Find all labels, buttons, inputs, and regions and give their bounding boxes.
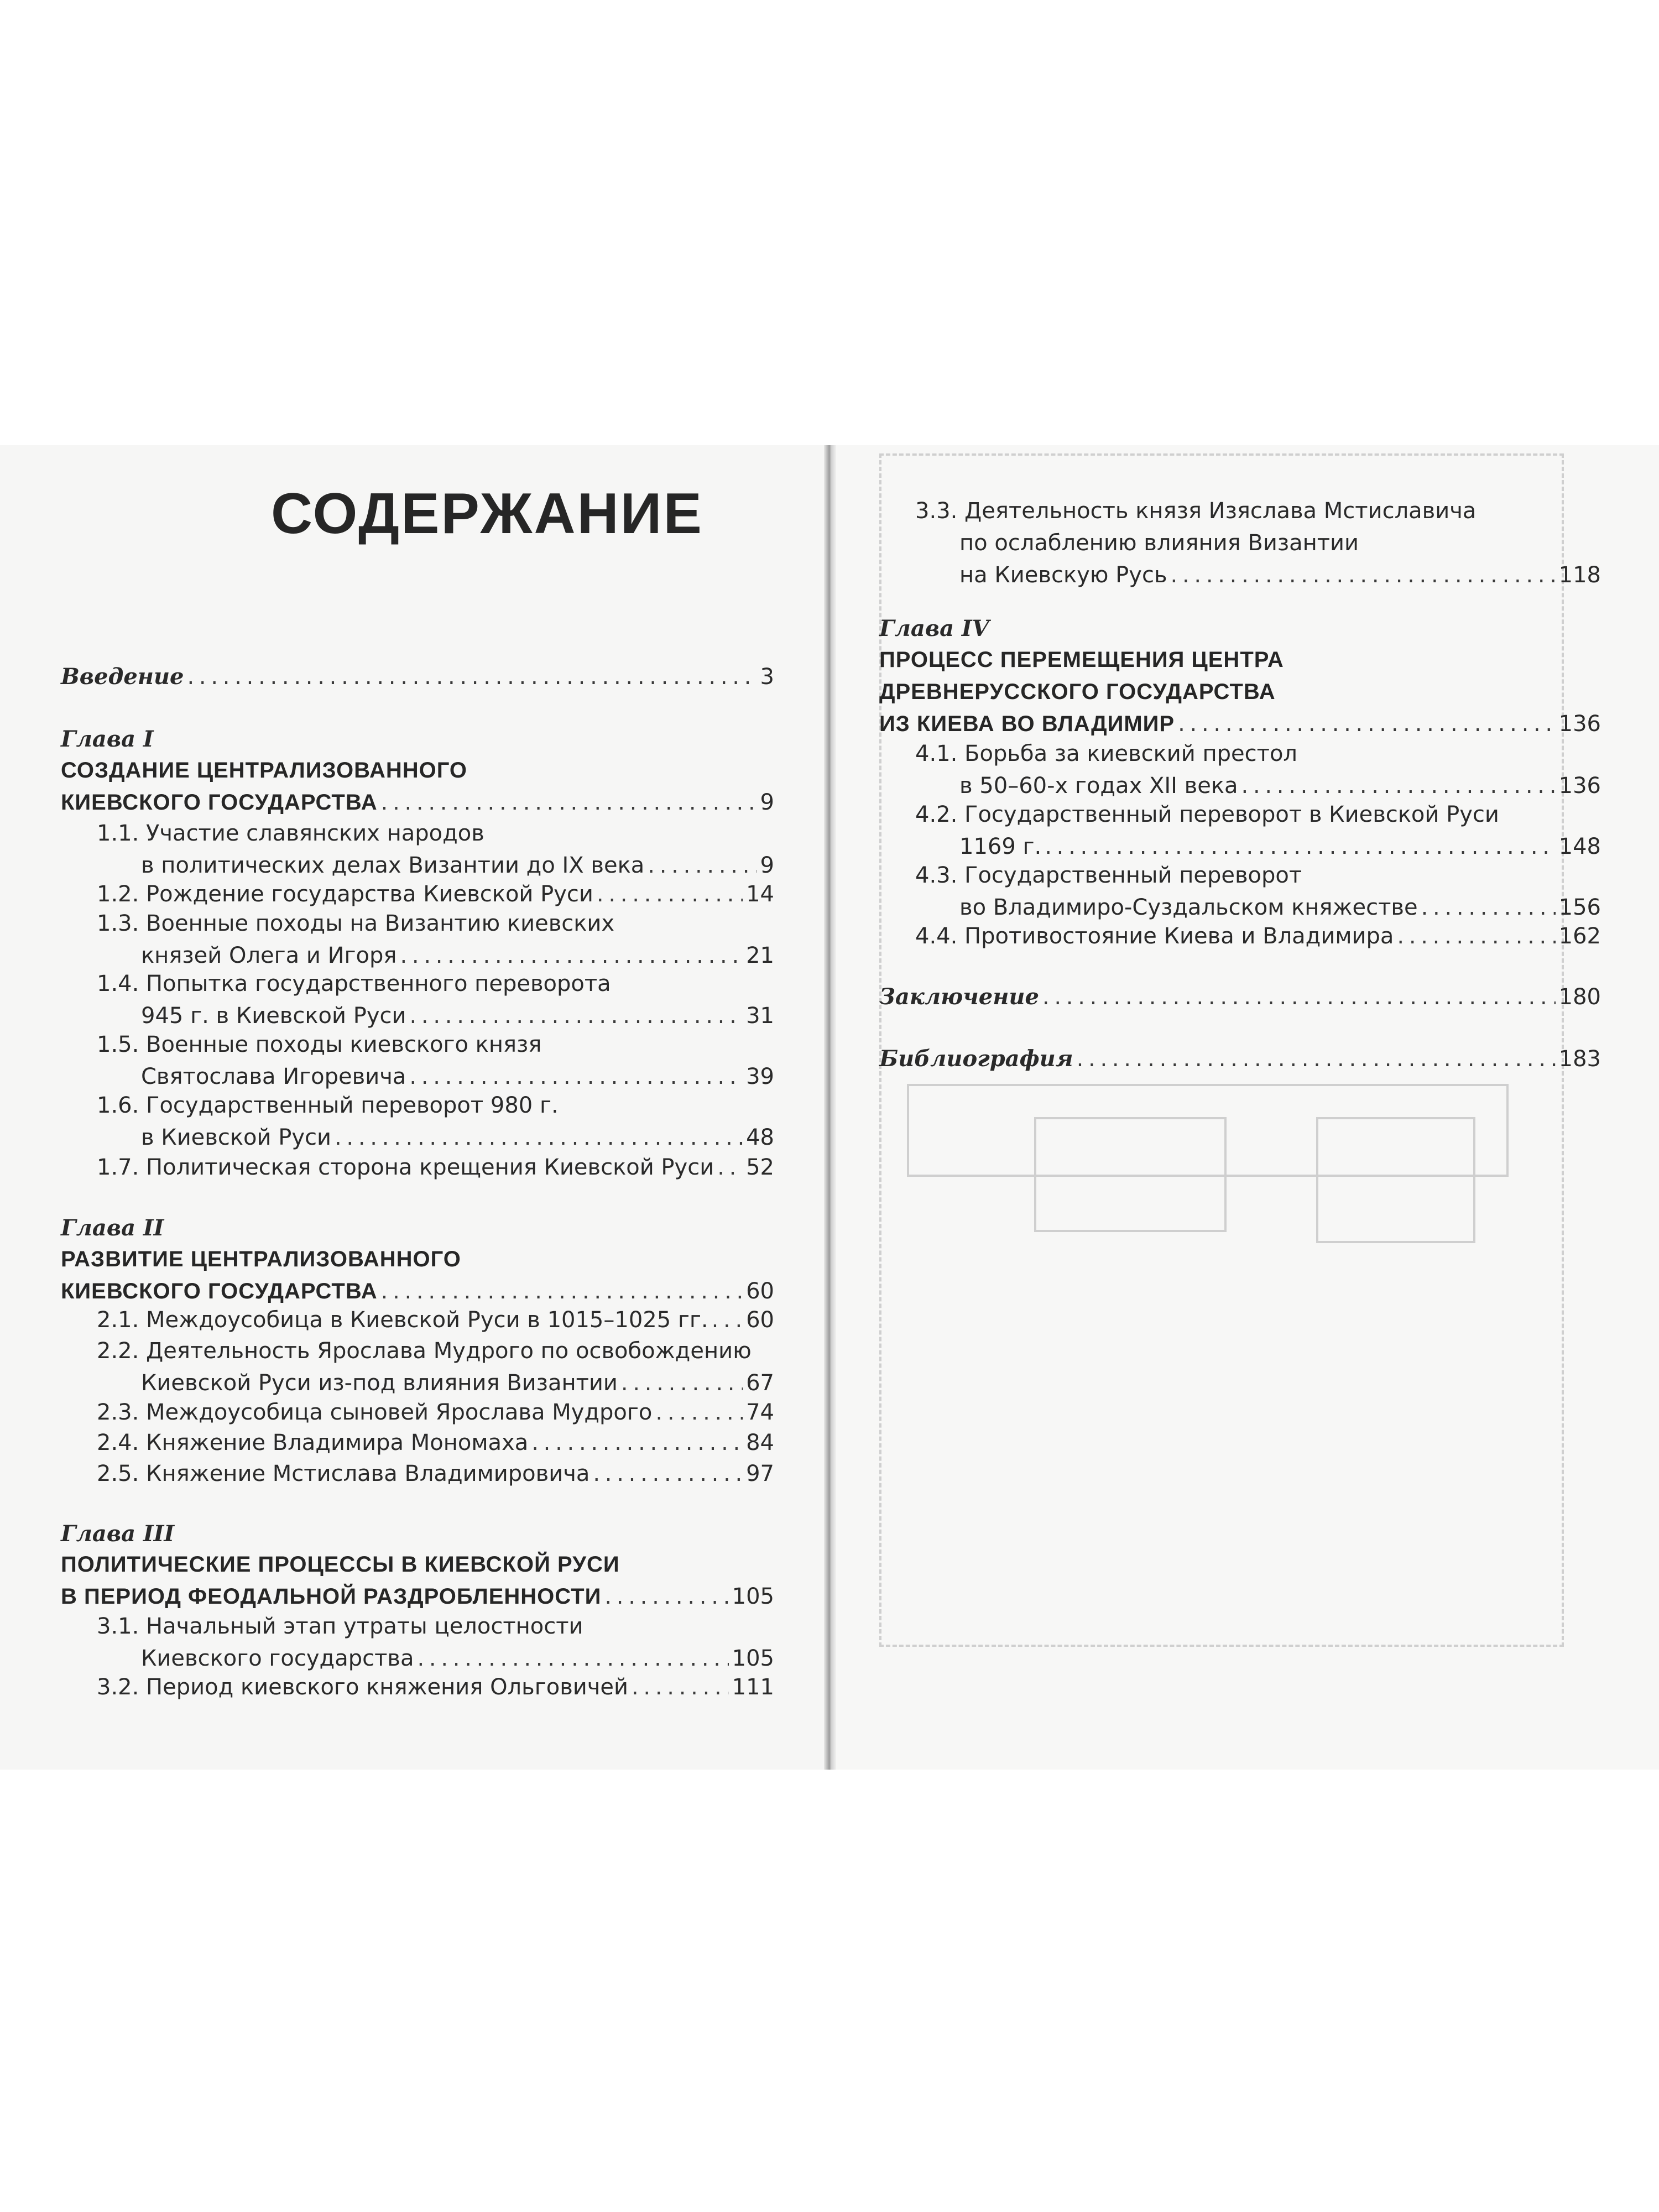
toc-entry[interactable] [97, 1458, 774, 1490]
page-number: 67 [746, 1370, 774, 1396]
entry-line: 1.7. Политическая сторона крещения Киевской Руси [97, 1155, 714, 1180]
toc-entry[interactable] [915, 859, 1601, 924]
page-title: СОДЕРЖАНИЕ [271, 482, 703, 546]
chapter-title-line: ПРОЦЕСС ПЕРЕМЕЩЕНИЯ ЦЕНТРА [879, 648, 1284, 672]
leader-dots [632, 1671, 729, 1703]
toc-entry-introduction[interactable] [61, 661, 774, 693]
page-number: 136 [1558, 711, 1601, 737]
leader-dots [187, 661, 757, 693]
page-number: 21 [746, 943, 774, 968]
entry-line: 1.3. Военные походы на Византию киевских [97, 911, 615, 936]
leader-dots [381, 1275, 743, 1307]
page-number: 9 [760, 790, 774, 815]
page-number: 60 [746, 1307, 774, 1333]
leader-dots [717, 1151, 743, 1183]
leader-dots [400, 940, 743, 972]
page-number: 3 [760, 664, 774, 690]
toc-entry[interactable] [915, 495, 1601, 591]
entry-line: 3.3. Деятельность князя Изяслава Мстиславича [915, 498, 1477, 524]
leader-dots [409, 1061, 743, 1093]
entry-line: Святослава Игоревича [141, 1064, 406, 1089]
leader-dots [418, 1642, 729, 1674]
entry-line: 1.2. Рождение государства Киевской Руси [97, 881, 593, 907]
page-number: 97 [746, 1461, 774, 1486]
entry-line: на Киевскую Русь [959, 562, 1167, 588]
leader-dots [593, 1458, 743, 1490]
leader-dots [1171, 559, 1556, 591]
leader-dots [1042, 981, 1556, 1013]
chapter-title-line: КИЕВСКОГО ГОСУДАРСТВА [61, 1279, 378, 1303]
toc-entry[interactable] [97, 1427, 774, 1459]
toc-entry[interactable] [97, 1396, 774, 1428]
toc-chapter-heading[interactable] [879, 644, 1601, 740]
entry-line: 2.2. Деятельность Ярослава Мудрого по освобождению [97, 1338, 752, 1364]
chapter-title-line: ДРЕВНЕРУССКОГО ГОСУДАРСТВА [879, 680, 1276, 704]
page-number: 180 [1558, 984, 1601, 1010]
toc-entry[interactable] [915, 799, 1601, 863]
entry-line: Киевского государства [141, 1646, 414, 1671]
entry-line: в Киевской Руси [141, 1125, 331, 1150]
leader-dots [335, 1121, 743, 1154]
page-number: 52 [746, 1155, 774, 1180]
entry-line: князей Олега и Игоря [141, 943, 397, 968]
chapter-title-line: КИЕВСКОГО ГОСУДАРСТВА [61, 790, 378, 815]
chapter-title-line: СОЗДАНИЕ ЦЕНТРАЛИЗОВАННОГО [61, 758, 468, 782]
entry-line: 1.6. Государственный переворот 980 г. [97, 1093, 559, 1118]
entry-line: 4.2. Государственный переворот в Киевской Руси [915, 802, 1499, 827]
toc-entry[interactable] [97, 1671, 774, 1703]
chapter-title-line: В ПЕРИОД ФЕОДАЛЬНОЙ РАЗДРОБЛЕННОСТИ [61, 1584, 602, 1609]
toc-entry[interactable] [915, 738, 1601, 802]
chapter-label: Глава I [61, 726, 154, 752]
entry-line: 1.4. Попытка государственного переворота [97, 971, 611, 997]
entry-line: 2.5. Княжение Мстислава Владимировича [97, 1461, 590, 1486]
page-number: 105 [732, 1646, 774, 1671]
entry-line: 2.3. Междоусобица сыновей Ярослава Мудрого [97, 1400, 653, 1425]
toc-entry[interactable] [97, 1151, 774, 1183]
toc-entry[interactable] [97, 1335, 774, 1399]
page-number: 31 [746, 1003, 774, 1029]
entry-line: 1.5. Военные походы киевского князя [97, 1032, 542, 1057]
toc-entry[interactable] [97, 1610, 774, 1674]
page-number: 9 [760, 853, 774, 878]
leader-dots [1241, 770, 1556, 802]
chapter-label: Глава III [61, 1521, 175, 1547]
leader-dots [1178, 708, 1556, 740]
page-number: 156 [1558, 895, 1601, 920]
leader-dots [1421, 891, 1556, 924]
entry-line: Киевской Руси из-под влияния Византии [141, 1370, 618, 1396]
chapter-label: Глава IV [879, 615, 989, 641]
entry-line: 945 г. в Киевской Руси [141, 1003, 406, 1029]
leader-dots [1045, 831, 1555, 863]
page-number: 148 [1558, 834, 1601, 859]
toc-entry[interactable] [97, 1304, 774, 1336]
page-number: 14 [746, 881, 774, 907]
entry-line: 3.2. Период киевского княжения Ольговичей [97, 1674, 628, 1700]
toc-chapter-heading[interactable] [61, 1548, 774, 1613]
page-number: 183 [1558, 1046, 1601, 1072]
toc-entry[interactable] [97, 907, 774, 972]
leader-dots [655, 1396, 743, 1428]
page-number: 118 [1558, 562, 1601, 588]
entry-line: 2.4. Княжение Владимира Мономаха [97, 1430, 529, 1455]
toc-label-introduction: Введение [61, 664, 184, 690]
entry-line: 1.1. Участие славянских народов [97, 821, 484, 846]
toc-entry[interactable] [97, 878, 774, 910]
leader-dots [410, 1000, 743, 1032]
entry-line: 4.1. Борьба за киевский престол [915, 741, 1297, 766]
entry-line: 4.3. Государственный переворот [915, 863, 1302, 888]
page-number: 162 [1558, 924, 1601, 949]
page-number: 60 [746, 1279, 774, 1304]
page-number: 48 [746, 1125, 774, 1150]
leader-dots [1077, 1043, 1556, 1075]
page-number: 84 [746, 1430, 774, 1455]
toc-entry[interactable] [97, 1089, 774, 1154]
entry-line: по ослаблению влияния Византии [959, 530, 1359, 556]
toc-entry-bibliography[interactable] [879, 1043, 1601, 1075]
leader-dots [712, 1304, 743, 1336]
entry-line: в политических делах Византии до IX века [141, 853, 645, 878]
page-number: 111 [732, 1674, 774, 1700]
chapter-title-line: РАЗВИТИЕ ЦЕНТРАЛИЗОВАННОГО [61, 1247, 461, 1271]
page-number: 39 [746, 1064, 774, 1089]
leader-dots [621, 1367, 743, 1399]
chapter-label: Глава II [61, 1215, 164, 1241]
leader-dots [604, 1580, 728, 1613]
toc-entry[interactable] [97, 1029, 774, 1093]
leader-dots [648, 849, 757, 881]
toc-chapter-heading[interactable] [61, 754, 774, 818]
chapter-title-line: ИЗ КИЕВА ВО ВЛАДИМИР [879, 712, 1175, 736]
leader-dots [381, 786, 757, 818]
page-number: 74 [746, 1400, 774, 1425]
book-gutter [824, 445, 836, 1770]
entry-line: 4.4. Противостояние Киева и Владимира [915, 924, 1394, 949]
entry-line: 3.1. Начальный этап утраты целостности [97, 1614, 583, 1639]
toc-entry[interactable] [97, 817, 774, 881]
toc-entry[interactable] [97, 968, 774, 1032]
entry-line: в 50–60-х годах XII века [959, 773, 1238, 799]
leader-dots [597, 878, 743, 910]
page-number: 105 [732, 1584, 774, 1609]
toc-chapter-heading[interactable] [61, 1243, 774, 1307]
entry-line: 1169 г. [959, 834, 1042, 859]
toc-label-conclusion: Заключение [879, 984, 1039, 1010]
entry-line: во Владимиро-Суздальском княжестве [959, 895, 1418, 920]
toc-label-bibliography: Библиография [879, 1046, 1073, 1072]
page-number: 136 [1558, 773, 1601, 799]
toc-entry-conclusion[interactable] [879, 981, 1601, 1013]
entry-line: 2.1. Междоусобица в Киевской Руси в 1015–1025 гг. [97, 1307, 708, 1333]
leader-dots [1397, 920, 1555, 952]
leader-dots [531, 1427, 743, 1459]
toc-entry[interactable] [915, 920, 1601, 952]
chapter-title-line: ПОЛИТИЧЕСКИЕ ПРОЦЕССЫ В КИЕВСКОЙ РУСИ [61, 1552, 620, 1577]
